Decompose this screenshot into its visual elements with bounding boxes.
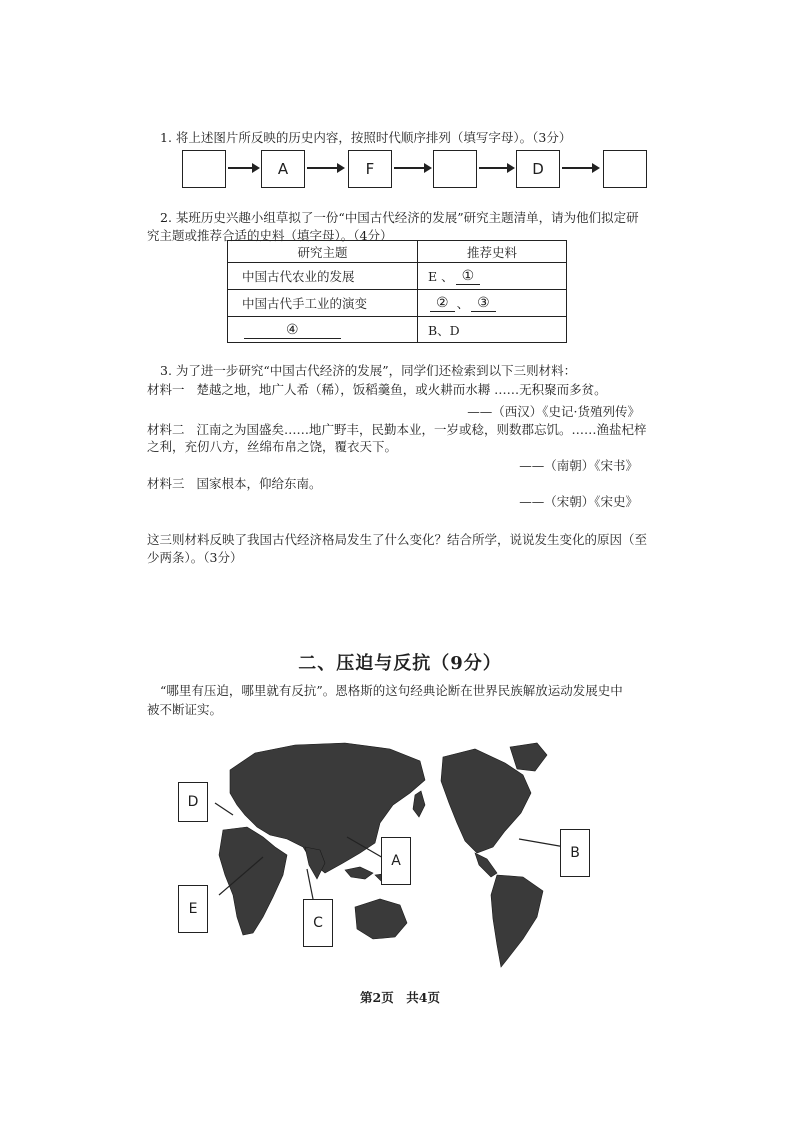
sequence-box-3[interactable]: F [348, 150, 392, 188]
arrow-right-icon [479, 160, 515, 176]
research-topics-table [227, 240, 567, 343]
section-intro-line1: “哪里有压迫，哪里就有反抗”。恩格斯的这句经典论断在世界民族解放运动发展史中 [160, 683, 623, 698]
q3-intro: 3. 为了进一步研究“中国古代经济的发展”，同学们还检索到以下三则材料： [160, 363, 577, 378]
table-cell-source [418, 290, 566, 316]
table-header-source: 推荐史料 [466, 244, 517, 260]
answer-blank-3[interactable]: ③ [471, 295, 496, 312]
q3-question-line2: 少两条）。（3分） [147, 550, 243, 565]
page-number: 第2页 共4页 [360, 990, 440, 1005]
arrow-right-icon [307, 160, 345, 176]
map-label-b[interactable]: B [560, 829, 590, 877]
q3-question-line1: 这三则材料反映了我国古代经济格局发生了什么变化？结合所学，说说发生变化的原因（至 [147, 532, 648, 547]
q2-text-line2: 究主题或推荐合适的史料（填字母）。（4分） [147, 228, 393, 243]
answer-blank-1[interactable]: ① [456, 268, 481, 285]
map-label-c[interactable]: C [303, 899, 333, 947]
answer-blank-2[interactable]: ② [430, 295, 455, 312]
arrow-right-icon [228, 160, 260, 176]
material-label: 材料一 [147, 382, 185, 397]
table-cell-topic [228, 317, 418, 343]
table-row [228, 317, 566, 343]
section-intro-line2: 被不断证实。 [147, 702, 223, 717]
sequence-box-6[interactable] [603, 150, 647, 188]
map-label-d[interactable]: D [178, 782, 208, 822]
table-cell-topic: 中国古代手工业的演变 [228, 290, 418, 316]
table-header-row [228, 241, 566, 263]
material-2-text-cont: 之利，充仞八方，丝绵布帛之饶，覆衣天下。 [147, 439, 398, 454]
q1-text: 1. 将上述图片所反映的历史内容，按照时代顺序排列（填写字母）。（3分） [160, 130, 572, 145]
sequence-box-5[interactable]: D [516, 150, 560, 188]
material-text: 国家根本，仰给东南。 [196, 476, 322, 491]
table-row [228, 263, 566, 290]
section-title: 二、压迫与反抗（9分） [298, 653, 502, 674]
table-cell-topic: 中国古代农业的发展 [228, 263, 418, 289]
q2-text-line1: 2. 某班历史兴趣小组草拟了一份“中国古代经济的发展”研究主题清单，请为他们拟定研 [160, 210, 639, 225]
material-1 [147, 380, 607, 398]
material-2 [147, 420, 646, 438]
sequence-box-1[interactable] [182, 150, 226, 188]
source-prefix: E 、 [428, 269, 454, 284]
material-1-source: ——（西汉）《史记·货殖列传》 [467, 404, 640, 419]
table-cell-source: B、D [428, 323, 460, 338]
arrow-right-icon [394, 160, 432, 176]
material-3-source: ——（宋朝）《宋史》 [519, 494, 638, 509]
material-2-source: ——（南朝）《宋书》 [519, 458, 638, 473]
sequence-box-4[interactable] [433, 150, 477, 188]
table-header-topic: 研究主题 [228, 241, 418, 262]
material-text: 江南之为国盛矣……地广野丰，民勤本业，一岁或稔，则数郡忘饥。……渔盐杞梓 [196, 422, 647, 437]
map-label-e[interactable]: E [178, 885, 208, 933]
source-separator: 、 [456, 296, 470, 311]
material-label: 材料三 [147, 476, 185, 491]
arrow-right-icon [562, 160, 600, 176]
answer-blank-4[interactable]: ④ [244, 322, 341, 339]
table-row [228, 290, 566, 317]
material-label: 材料二 [147, 422, 185, 437]
map-label-a[interactable]: A [381, 837, 411, 885]
sequence-box-2[interactable]: A [261, 150, 305, 188]
material-text: 楚越之地，地广人希（稀），饭稻羹鱼，或火耕而水耨 ……无积聚而多贫。 [196, 382, 607, 397]
table-cell-source [418, 263, 566, 289]
material-3 [147, 474, 321, 492]
